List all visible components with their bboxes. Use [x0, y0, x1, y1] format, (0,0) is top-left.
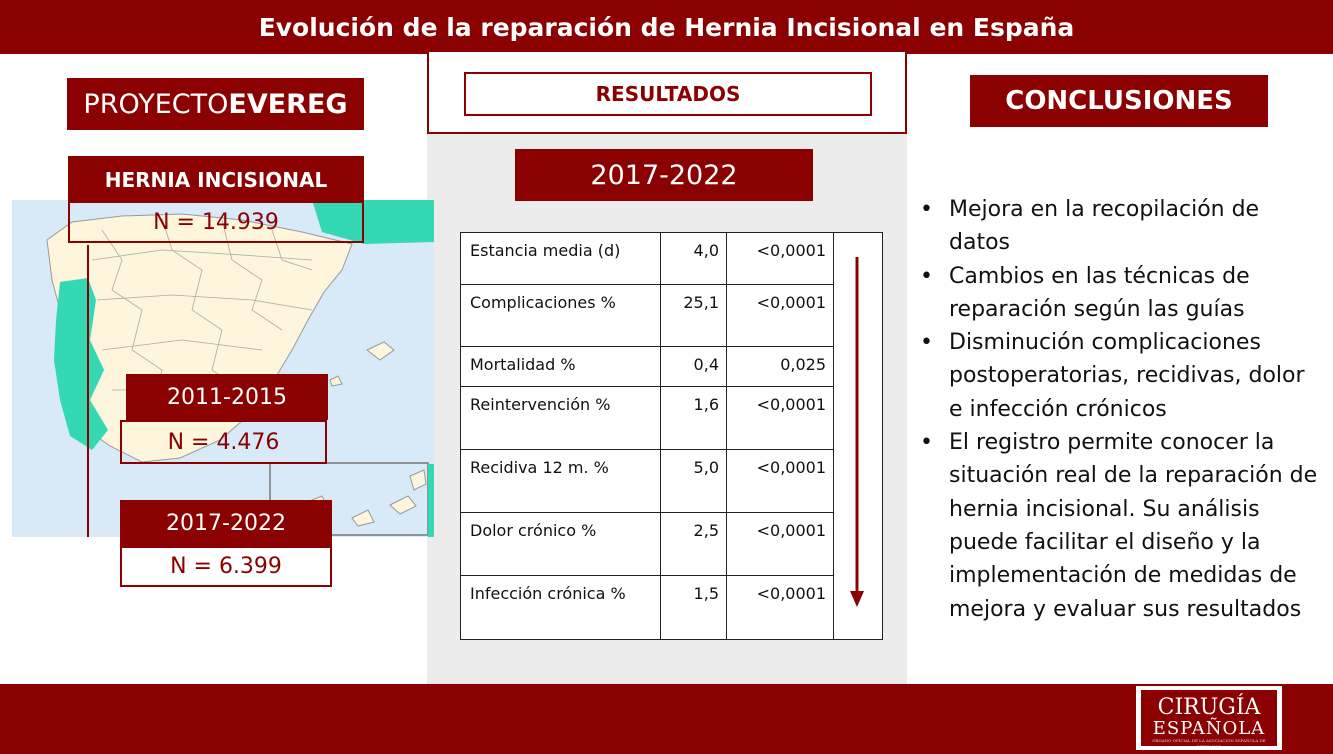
- logo-subtitle: ÓRGANO OFICIAL DE LA ASOCIACIÓN ESPAÑOLA DE CIRUJANOS: [1152, 738, 1266, 749]
- table-row: [461, 450, 883, 513]
- bullet-icon: •: [920, 197, 933, 222]
- row-p-value: <0,0001: [727, 513, 834, 576]
- list-item-text: Cambios en las técnicas de reparación según las guías: [949, 263, 1250, 322]
- row-p-value: <0,0001: [727, 233, 834, 285]
- logo-line2: ESPAÑOLA: [1152, 718, 1266, 739]
- row-label: Reintervención %: [461, 387, 661, 450]
- results-period-label: 2017-2022: [515, 149, 813, 201]
- results-label: RESULTADOS: [464, 72, 872, 116]
- list-item-text: Disminución complicaciones postoperatorias, recidivas, dolor e infección crónicos: [949, 330, 1305, 422]
- project-title: [67, 78, 364, 130]
- row-label: Complicaciones %: [461, 285, 661, 347]
- table-row: [461, 576, 883, 640]
- project-name: EVEREG: [228, 88, 348, 120]
- list-item: [918, 326, 1318, 426]
- logo-line1: CIRUGÍA: [1157, 695, 1261, 720]
- project-prefix: PROYECTO: [83, 88, 229, 120]
- row-label: Recidiva 12 m. %: [461, 450, 661, 513]
- row-p-value: 0,025: [727, 347, 834, 387]
- journal-logo: [1136, 686, 1282, 750]
- section-title: HERNIA INCISIONAL: [68, 156, 364, 203]
- row-p-value: <0,0001: [727, 387, 834, 450]
- footer-bar: [0, 684, 1333, 754]
- table-row: [461, 513, 883, 576]
- total-n-label: N = 14.939: [68, 201, 364, 243]
- period1-label: 2011-2015: [126, 374, 328, 420]
- row-label: Infección crónica %: [461, 576, 661, 640]
- period1-n-label: N = 4.476: [120, 420, 327, 464]
- list-item: [918, 193, 1318, 260]
- row-p-value: <0,0001: [727, 576, 834, 640]
- list-item: [918, 426, 1318, 626]
- arrow-down-icon: [840, 255, 874, 615]
- row-label: Mortalidad %: [461, 347, 661, 387]
- bullet-icon: •: [920, 430, 933, 456]
- row-value: 1,5: [661, 576, 727, 640]
- conclusions-title: CONCLUSIONES: [970, 75, 1268, 127]
- bullet-icon: •: [920, 330, 933, 356]
- slide-title: Evolución de la reparación de Hernia Incisional en España: [0, 0, 1333, 54]
- row-value: 0,4: [661, 347, 727, 387]
- table-row: [461, 347, 883, 387]
- row-p-value: <0,0001: [727, 285, 834, 347]
- row-value: 25,1: [661, 285, 727, 347]
- row-p-value: <0,0001: [727, 450, 834, 513]
- results-table: [460, 232, 883, 640]
- bullet-icon: •: [920, 263, 933, 289]
- table-row: [461, 285, 883, 347]
- row-value: 2,5: [661, 513, 727, 576]
- period2-label: 2017-2022: [120, 500, 332, 546]
- conclusions-list: [918, 193, 1318, 626]
- period2-n-label: N = 6.399: [120, 546, 332, 587]
- list-item: [918, 260, 1318, 327]
- table-row: [461, 233, 883, 285]
- list-item-text: Mejora en la recopilación de datos: [949, 197, 1260, 256]
- spain-map-icon: [12, 200, 434, 537]
- list-item-text: El registro permite conocer la situación real de la reparación de hernia incisional. Su análisis puede facilitar el diseño y la implementación de medidas de mejora y evaluar sus resultados: [949, 430, 1318, 622]
- table-row: [461, 387, 883, 450]
- row-value: 1,6: [661, 387, 727, 450]
- row-label: Dolor crónico %: [461, 513, 661, 576]
- row-value: 4,0: [661, 233, 727, 285]
- row-value: 5,0: [661, 450, 727, 513]
- row-label: Estancia media (d): [461, 233, 661, 285]
